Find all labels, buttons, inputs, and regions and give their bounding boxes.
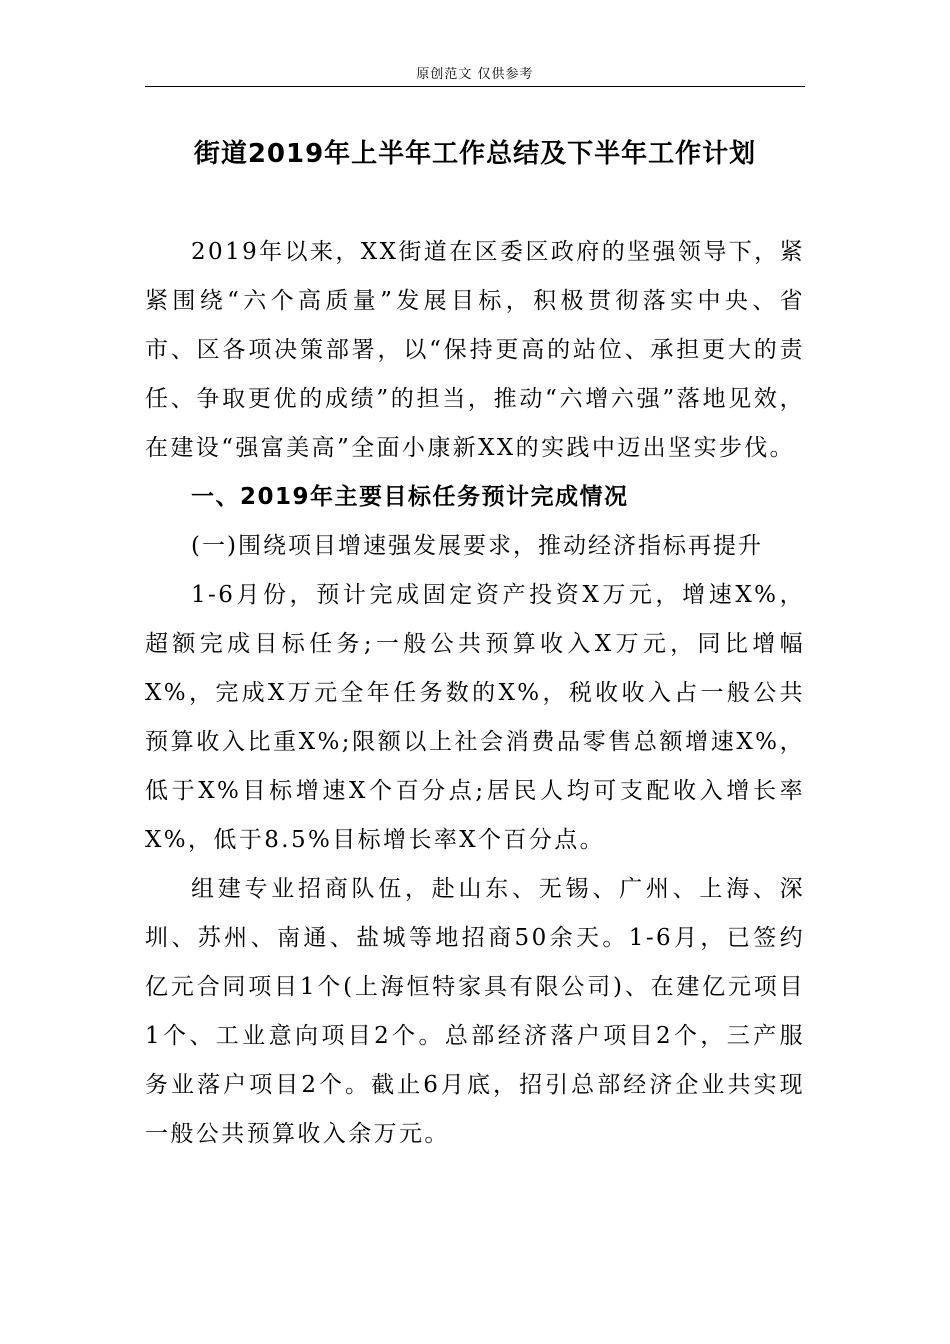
body-paragraph-1: 1-6月份，预计完成固定资产投资X万元，增速X%，超额完成目标任务;一般公共预算收入X万元，同比增幅X%，完成X万元全年任务数的X%，税收收入占一般公共预算收入比重X%;限额以上社会消费品零售总额增速X%，低于X%目标增速X个百分点;居民人均可支配收入增长率X%，低于8.5%目标增长率X个百分点。 bbox=[145, 582, 805, 853]
subsection-heading-1: (一)围绕项目增速强发展要求，推动经济指标再提升 bbox=[191, 533, 763, 559]
document-title: 街道2019年上半年工作总结及下半年工作计划 bbox=[193, 139, 757, 169]
header-divider bbox=[145, 86, 805, 87]
document-body bbox=[145, 228, 805, 1159]
page-header-text: 原创范文 仅供参考 bbox=[416, 67, 534, 82]
section-heading-1: 一、2019年主要目标任务预计完成情况 bbox=[191, 484, 629, 510]
intro-paragraph: 2019年以来，XX街道在区委区政府的坚强领导下，紧紧围绕“六个高质量”发展目标，积极贯彻落实中央、省市、区各项决策部署，以“保持更高的站位、承担更大的责任、争取更优的成绩”的担当，推动“六增六强”落地见效，在建设“强富美高”全面小康新XX的实践中迈出坚实步伐。 bbox=[145, 239, 805, 461]
body-paragraph-2: 组建专业招商队伍，赴山东、无锡、广州、上海、深圳、苏州、南通、盐城等地招商50余天。1-6月，已签约亿元合同项目1个(上海恒特家具有限公司)、在建亿元项目1个、工业意向项目2个。总部经济落户项目2个，三产服务业落户项目2个。截止6月底，招引总部经济企业共实现一般公共预算收入余万元。 bbox=[145, 876, 805, 1147]
